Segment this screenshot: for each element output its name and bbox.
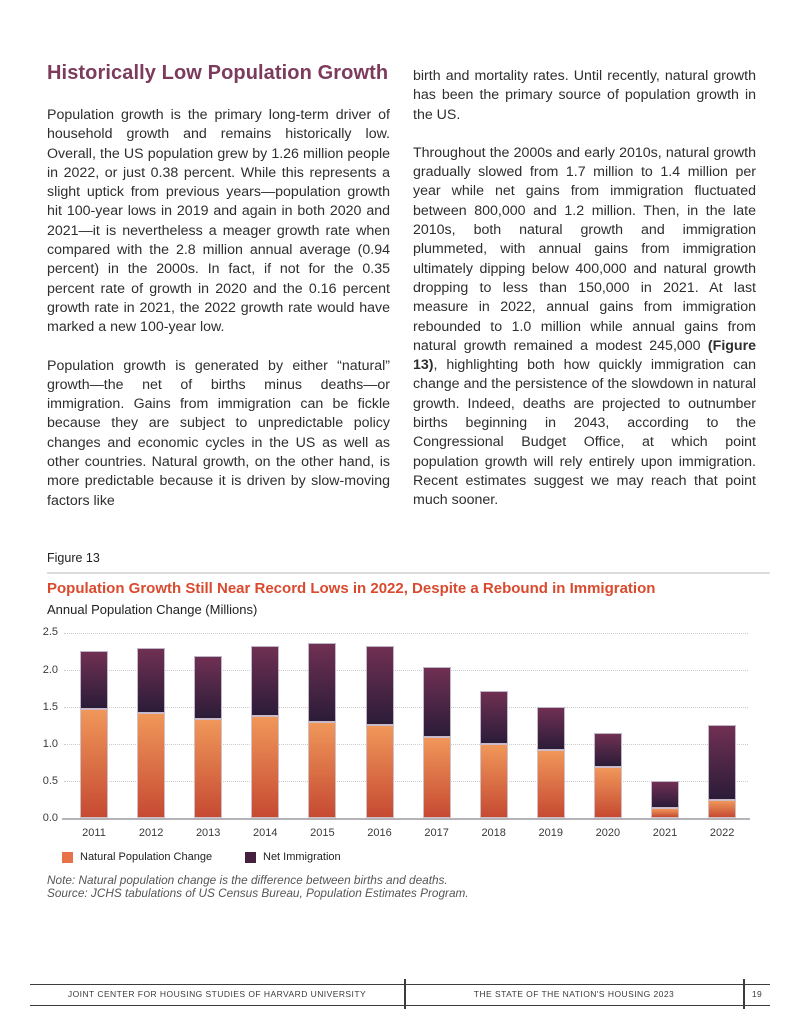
footer-page-number: 19: [751, 989, 763, 999]
bar-segment-immigration-2019: [537, 707, 565, 750]
bar-segment-natural-2014: [251, 716, 279, 818]
section-heading: Historically Low Population Growth: [47, 62, 389, 84]
paragraph: Population growth is generated by either “natural” growth—the net of births minus deaths—or immigration. Gains from immigration can be fickle because they are subject to unpredictable policy changes and economic cycles in the US as well as other countries. Natural growth, on the other hand, is more predictable because it is driven by slow-moving factors like: [47, 357, 390, 509]
x-tick-label-2017: 2017: [424, 827, 449, 839]
x-tick-label-2018: 2018: [481, 827, 506, 839]
figure-axis-units-label: Annual Population Change (Millions): [47, 602, 258, 617]
x-axis-baseline: [62, 818, 750, 820]
legend-label-natural: Natural Population Change: [80, 851, 213, 863]
y-tick-label: 0.0: [42, 811, 58, 824]
legend-label-immigration: Net Immigration: [263, 851, 341, 863]
x-tick-label-2012: 2012: [138, 827, 164, 839]
bar-segment-natural-2020: [594, 767, 622, 818]
footer-report-title: THE STATE OF THE NATION'S HOUSING 2023: [473, 989, 675, 999]
bar-segment-natural-2013: [194, 719, 222, 818]
gridline-2.0: [64, 670, 748, 671]
y-tick-label: 1.5: [42, 700, 58, 713]
bar-segment-immigration-2016: [366, 646, 394, 725]
x-tick-label-2015: 2015: [310, 827, 335, 839]
legend-item-immigration: [245, 851, 341, 863]
bar-segment-immigration-2020: [594, 733, 622, 767]
y-tick-label: 2.0: [42, 663, 58, 676]
x-tick-label-2022: 2022: [709, 827, 735, 839]
x-tick-label-2011: 2011: [82, 827, 106, 839]
x-tick-label-2014: 2014: [253, 827, 278, 839]
footer-organization: JOINT CENTER FOR HOUSING STUDIES OF HARVARD UNIVERSITY: [67, 989, 367, 999]
x-tick-label-2021: 2021: [652, 827, 678, 839]
paragraph-text: , highlighting both how quickly immigration can change and the persistence of the slowdown in natural growth. Indeed, deaths are projected to outnumber births beginning in 2043, according to the Congressional Budget Office, at which point population growth will rely entirely upon immigration. Recent estimates suggest we may reach that point much sooner.: [413, 357, 756, 509]
bar-segment-natural-2021: [651, 808, 679, 818]
bar-segment-natural-2015: [308, 722, 336, 818]
figure-number-label: Figure 13: [47, 551, 100, 565]
source-line: Source: JCHS tabulations of US Census Bureau, Population Estimates Program.: [47, 886, 469, 901]
bar-segment-immigration-2015: [308, 643, 336, 722]
gridline-0.5: [64, 781, 748, 782]
figure-notes: [47, 874, 469, 901]
legend-swatch-immigration: [245, 852, 256, 863]
bar-segment-natural-2022: [708, 800, 736, 818]
x-tick-label-2013: 2013: [195, 827, 221, 839]
bar-segment-immigration-2018: [480, 691, 508, 744]
x-tick-label-2019: 2019: [538, 827, 564, 839]
paragraph: birth and mortality rates. Until recently, natural growth has been the primary source of population growth in the US.: [413, 68, 756, 123]
legend-item-natural: [62, 851, 212, 863]
paragraph-text: Throughout the 2000s and early 2010s, natural growth gradually slowed from 1.7 million to 1.4 million per year while net gains from immigration fluctuated between 800,000 and 1.2 million. Then, in the late 2010s, both natural growth and immigration plummeted, with annual gains from immigration ultimately dipping below 400,000 and natural growth dropping to less than 150,000 in 2021. At last measure in 2022, annual gains from immigration rebounded to 1.0 million while annual gains from natural growth remained a modest 245,000: [413, 144, 756, 354]
figure-title: Population Growth Still Near Record Lows in 2022, Despite a Rebound in Immigration: [47, 580, 656, 597]
bar-segment-natural-2018: [480, 744, 508, 818]
bar-segment-immigration-2021: [651, 781, 679, 808]
footer-bottom-rule: [30, 1005, 770, 1006]
y-tick-label: 0.5: [42, 774, 58, 787]
bar-segment-natural-2019: [537, 750, 565, 818]
gridline-2.5: [64, 633, 748, 634]
bar-segment-immigration-2011: [80, 651, 108, 709]
bar-segment-immigration-2013: [194, 656, 222, 719]
bar-segment-natural-2017: [423, 737, 451, 819]
bar-segment-immigration-2022: [708, 725, 736, 800]
paragraph: Population growth is the primary long-term driver of household growth and remains historically low. Overall, the US population grew by 1.26 million people in 2022, or just 0.38 percent. While this represents a slight uptick from previous years—population growth hit 100-year lows in 2019 and again in both 2020 and 2021—it is nevertheless a meager growth rate when compared with the 2.8 million annual average (0.94 percent) in the 2000s. In fact, if not for the 0.35 percent rate of growth in 2020 and the 0.16 percent growth rate in 2021, the 2022 growth rate would have marked a new 100-year low.: [47, 107, 390, 336]
note-line: Note: Natural population change is the difference between births and deaths.: [47, 873, 448, 887]
bar-segment-natural-2016: [366, 725, 394, 818]
x-tick-label-2016: 2016: [367, 827, 392, 839]
footer-top-rule: [30, 984, 770, 985]
bar-segment-natural-2011: [80, 709, 108, 818]
gridline-1.5: [64, 707, 748, 708]
bar-segment-natural-2012: [137, 713, 165, 818]
x-tick-label-2020: 2020: [595, 827, 621, 839]
figure-reference: (Figure 13): [413, 337, 756, 374]
legend-swatch-natural: [62, 852, 73, 863]
y-tick-label: 2.5: [42, 626, 58, 639]
gridline-1.0: [64, 744, 748, 745]
bar-segment-immigration-2014: [251, 646, 279, 716]
y-tick-label: 1.0: [42, 737, 58, 750]
bar-segment-immigration-2017: [423, 667, 451, 737]
bar-segment-immigration-2012: [137, 648, 165, 713]
